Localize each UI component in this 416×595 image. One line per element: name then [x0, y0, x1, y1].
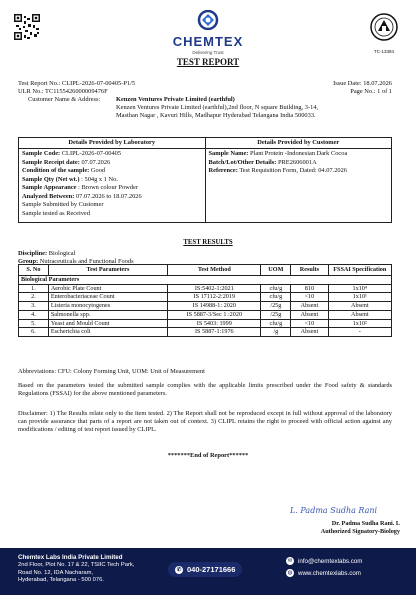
group-label: Group: [18, 258, 39, 265]
phone-icon: ✆ [176, 566, 182, 573]
row-result: <10 [291, 293, 328, 302]
condition-value: Good [90, 167, 106, 174]
customer-address-line-2: Masthan Nagar , Kavuri Hills, Madhapur Hyderabad Telangana India 500033. [116, 112, 316, 119]
receipt-date: 07.07.2026 [81, 158, 111, 166]
section-label: Biological Parameters [19, 275, 392, 284]
reference-value: Test Requisition Form, Dated: 04.07.2026 [239, 167, 347, 174]
signatory-name: Dr. Padma Sudha Rani. L [331, 520, 400, 527]
section-row [19, 275, 392, 284]
nabl-code: TC-13384 [373, 49, 394, 54]
row-method: IS 5403: 1999 [168, 319, 261, 328]
row-sno: 2. [19, 293, 49, 302]
col-fssai-spec: FSSAI Specification [328, 265, 391, 276]
row-spec: Absent [328, 302, 391, 311]
table-row [19, 319, 392, 328]
customer-address-line-1: Kenzen Ventures Private Limited (earthful),2nd floor, N square Building, 3-14, [116, 104, 319, 111]
row-param: Aerobic Plate Count [48, 284, 167, 293]
logo-mark-icon [195, 10, 221, 30]
row-sno: 5. [19, 319, 49, 328]
email-text: info@chemtexlabs.com [298, 558, 363, 565]
col-parameters: Test Parameters [48, 265, 167, 276]
row-uom: /25g [261, 310, 291, 319]
report-meta [18, 80, 392, 120]
col-results: Results [291, 265, 328, 276]
footer-address-line-2: Road No. 12, IDA Nacharam, [18, 569, 94, 576]
qty-value: : 504g x 1 No. [81, 175, 118, 183]
report-number: Test Report No.: CLIPL-2026-07-00405-P1/5 [18, 80, 136, 87]
row-spec: 1x10⁴ [328, 284, 391, 293]
customer-name: Kenzen Ventures Private Limited (earthful) [116, 96, 235, 103]
col-method: Test Method [168, 265, 261, 276]
page-title: TEST REPORT [176, 57, 240, 67]
logo-wordmark: CHEMTEX [172, 34, 244, 49]
ulr-number: ULR No.: TC1155426000009476F [18, 88, 108, 95]
row-uom: cfu/g [261, 319, 291, 328]
col-uom: UOM [261, 265, 291, 276]
row-result: 810 [291, 284, 328, 293]
row-param: Enterobacteriaceae Count [48, 293, 167, 302]
row-result: Absent [291, 310, 328, 319]
table-row [19, 302, 392, 311]
globe-icon: ◍ [287, 570, 293, 577]
end-of-report: *******End of Report****** [167, 452, 249, 459]
row-uom: cfu/g [261, 284, 291, 293]
page-number: Page No.: 1 of 1 [350, 88, 392, 95]
row-uom: cfu/g [261, 293, 291, 302]
logo-tagline: Delivering Trust [192, 50, 224, 56]
row-method: IS:5402-1:2021 [168, 284, 261, 293]
batch-label: Batch/Lot/Other Details: [208, 158, 277, 166]
footer-phone[interactable] [168, 562, 242, 577]
row-uom: /g [261, 328, 291, 337]
discipline-value: Biological [48, 250, 76, 257]
row-spec: - [328, 328, 391, 337]
table-row [19, 310, 392, 319]
compliance-statement: Based on the parameters tested the submitted sample complies with the applicable limits prescribed under the Food safety & standards Regulations (FSSAI) for the above mentioned parameters. [18, 382, 392, 397]
sample-code-label: Sample Code: [22, 150, 61, 157]
footer-address [18, 554, 158, 585]
condition-label: Condition of the sample: [22, 167, 90, 174]
row-param: Salmonella spp. [48, 310, 167, 319]
submitted-note: Sample Submitted by Customer [22, 201, 104, 208]
analyzed-value: 07.07.2026 to 18.07.2026 [75, 192, 142, 200]
abbreviations-note: Abbreviations: CFU: Colony Forming Unit, UOM: Unit of Measurement [18, 368, 205, 375]
row-result: Absent [291, 328, 328, 337]
table-row [19, 328, 392, 337]
row-spec: 1x10¹ [328, 293, 391, 302]
receipt-date-label: Sample Receipt date: [22, 158, 80, 166]
signatory-role: Authorized Signatory-Biology [320, 527, 400, 535]
row-param: Listeria monocytogenes [48, 302, 167, 311]
accreditation-seal-icon [369, 12, 399, 46]
customer-label: Customer Name & Address: [28, 96, 101, 103]
sample-code: CLIPL-2026-07-00405 [61, 150, 122, 157]
appearance-label: Sample Appearance [22, 184, 77, 191]
row-result: Absent [291, 302, 328, 311]
footer-company: Chemtex Labs India Private Limited [18, 554, 123, 561]
row-spec: Absent [328, 310, 391, 319]
footer-banner [0, 548, 416, 595]
row-method: IS 5887-3/Sec 1 :2020 [168, 310, 261, 319]
appearance-value: : Brown colour Powder [78, 184, 138, 191]
row-sno: 4. [19, 310, 49, 319]
row-method: IS 5887-1:1976 [168, 328, 261, 337]
website-text: www.chemtexlabs.com [298, 569, 361, 577]
group-value: Nutraceuticals and Functional Foods [39, 258, 134, 265]
row-sno: 6. [19, 328, 49, 337]
lab-details-header: Details Provided by Laboratory [19, 138, 206, 149]
company-logo [160, 10, 256, 56]
customer-details-header: Details Provided by Customer [205, 138, 392, 149]
qr-code [14, 14, 40, 40]
tested-note: Sample tested as Received [22, 209, 90, 217]
row-spec: 1x10² [328, 319, 391, 328]
qty-label: Sample Qty (Net wt.) [22, 175, 80, 183]
footer-contacts [286, 556, 362, 580]
row-sno: 3. [19, 302, 49, 311]
batch-value: PRE2606001A [277, 158, 317, 166]
disclaimer: Disclaimer: 1) The Results relate only to the item tested. 2) The Report shall not be reproduced except in full without approval of the laboratory can provide assurance that parts of a report are not taken out of context. 3) CLIPL retains the right to proceed with official action against any modifications / editing of test report issued by CLIPL. [18, 410, 392, 433]
footer-address-line-1: 2nd Floor, Plot No. 17 & 22, TSIIC Tech Park, [18, 562, 135, 569]
row-method: IS 14988-1: 2020 [168, 302, 261, 311]
sample-details-table [18, 137, 392, 223]
row-param: Escherichia coli [48, 328, 167, 337]
row-method: IS 17112-2:2019 [168, 293, 261, 302]
signature-block [290, 506, 400, 536]
footer-email[interactable] [286, 556, 362, 568]
row-result: <10 [291, 319, 328, 328]
row-param: Yeast and Mould Count [48, 319, 167, 328]
results-table [18, 264, 392, 337]
table-row [19, 293, 392, 302]
nabl-mark [366, 12, 402, 55]
sample-name: Plant Protein -Indonesian Dark Cocoa [250, 150, 348, 157]
issue-date: Issue Date: 18.07.2026 [333, 80, 392, 87]
handwritten-signature: L. Padma Sudha Rani [290, 506, 378, 515]
footer-address-line-3: Hyderabad, Telangana - 500 076. [18, 577, 104, 584]
results-title: TEST RESULTS [183, 239, 233, 246]
mail-icon: ✉ [287, 558, 293, 565]
table-row [19, 284, 392, 293]
reference-label: Reference: [208, 167, 238, 174]
analyzed-label: Analyzed Between: [22, 192, 75, 200]
row-sno: 1. [19, 284, 49, 293]
sample-name-label: Sample Name: [208, 150, 249, 157]
discipline-label: Discipline: [18, 250, 48, 257]
row-uom: /25g [261, 302, 291, 311]
footer-website[interactable] [286, 568, 362, 580]
phone-number: 040-27171666 [187, 565, 236, 574]
col-sno: S. No [19, 265, 49, 276]
